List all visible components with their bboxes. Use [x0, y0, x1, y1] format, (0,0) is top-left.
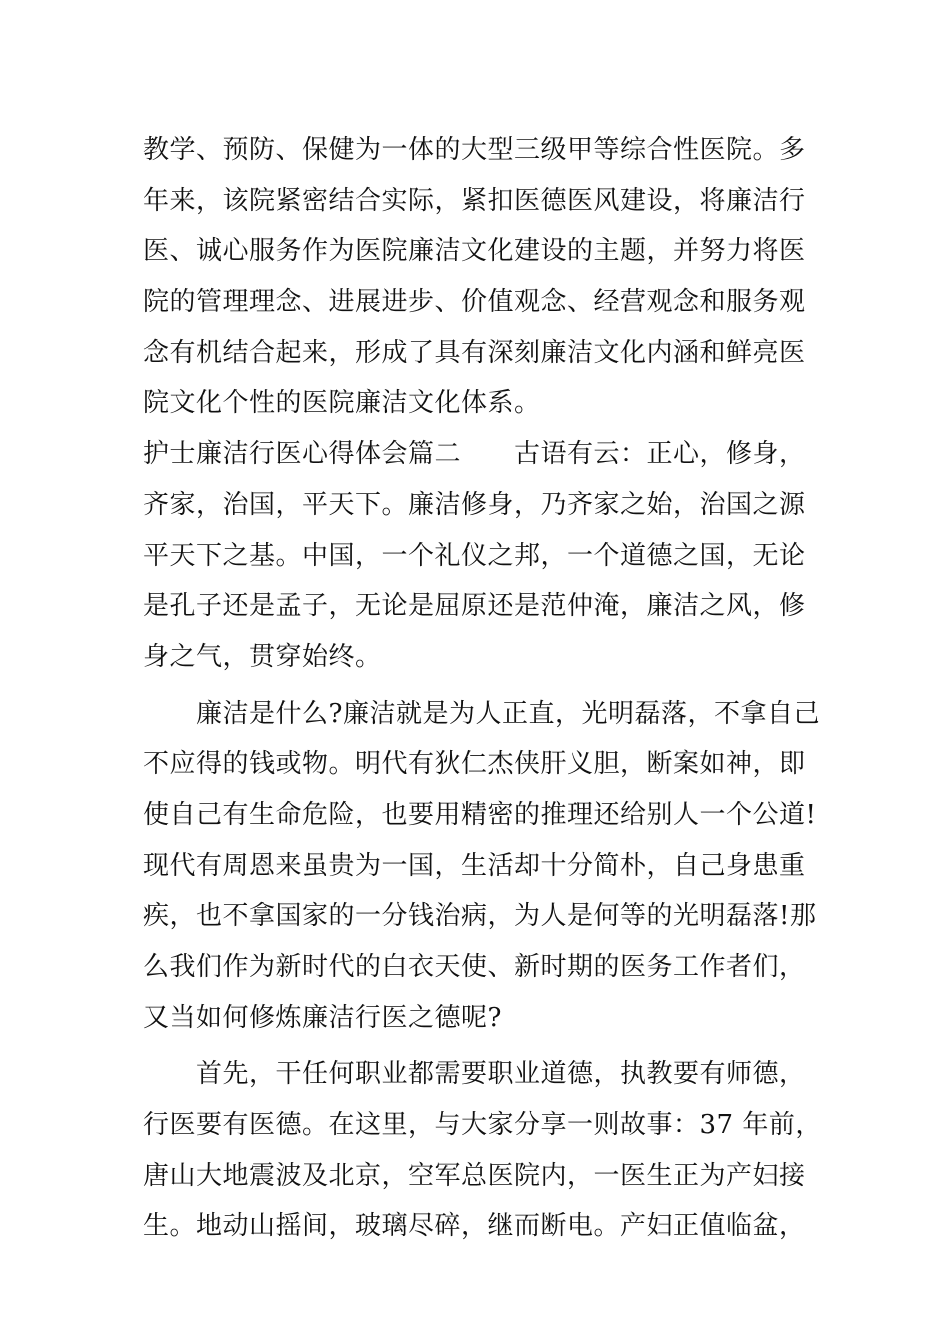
text-line: 医、诚心服务作为医院廉洁文化建设的主题，并努力将医	[143, 236, 806, 267]
section-heading-line: 护士廉洁行医心得体会篇二 古语有云：正心，修身，	[143, 439, 806, 470]
text-line: 不应得的钱或物。明代有狄仁杰侠肝义胆，断案如神，即	[143, 749, 806, 780]
document-body	[143, 125, 822, 1252]
text-line: 行医要有医德。在这里，与大家分享一则故事：37 年前，	[143, 1110, 822, 1141]
text-line: 教学、预防、保健为一体的大型三级甲等综合性医院。多	[143, 135, 806, 165]
text-line: 唐山大地震波及北京，空军总医院内，一医生正为产妇接	[143, 1160, 806, 1191]
text-line: 平天下之基。中国，一个礼仪之邦，一个道德之国，无论	[143, 540, 806, 571]
text-line: 年来，该院紧密结合实际，紧扣医德医风建设，将廉洁行	[143, 185, 806, 216]
text-line: 院文化个性的医院廉洁文化体系。	[143, 388, 541, 419]
text-line: 疾，也不拿国家的一分钱治病，为人是何等的光明磊落!那	[143, 901, 817, 932]
text-line: 院的管理理念、进展进步、价值观念、经营观念和服务观	[143, 287, 806, 318]
text-line: 念有机结合起来，形成了具有深刻廉洁文化内涵和鲜亮医	[143, 337, 806, 368]
paragraph-start-line: 廉洁是什么?廉洁就是为人正直，光明磊落，不拿自己	[143, 698, 820, 729]
text-line: 生。地动山摇间，玻璃尽碎，继而断电。产妇正值临盆，	[143, 1211, 806, 1242]
text-line: 又当如何修炼廉洁行医之德呢?	[143, 1002, 502, 1033]
text-line: 现代有周恩来虽贵为一国，生活却十分简朴，自己身患重	[143, 850, 806, 881]
text-line: 身之气，贯穿始终。	[143, 641, 382, 672]
text-line: 使自己有生命危险，也要用精密的推理还给别人一个公道!	[143, 799, 817, 830]
text-line: 么我们作为新时代的白衣天使、新时期的医务工作者们，	[143, 952, 806, 982]
paragraph-start-line: 首先，干任何职业都需要职业道德，执教要有师德，	[143, 1059, 806, 1090]
text-line: 是孔子还是孟子，无论是屈原还是范仲淹，廉洁之风，修	[143, 591, 806, 622]
text-line: 齐家，治国，平天下。廉洁修身，乃齐家之始，治国之源	[143, 489, 806, 520]
